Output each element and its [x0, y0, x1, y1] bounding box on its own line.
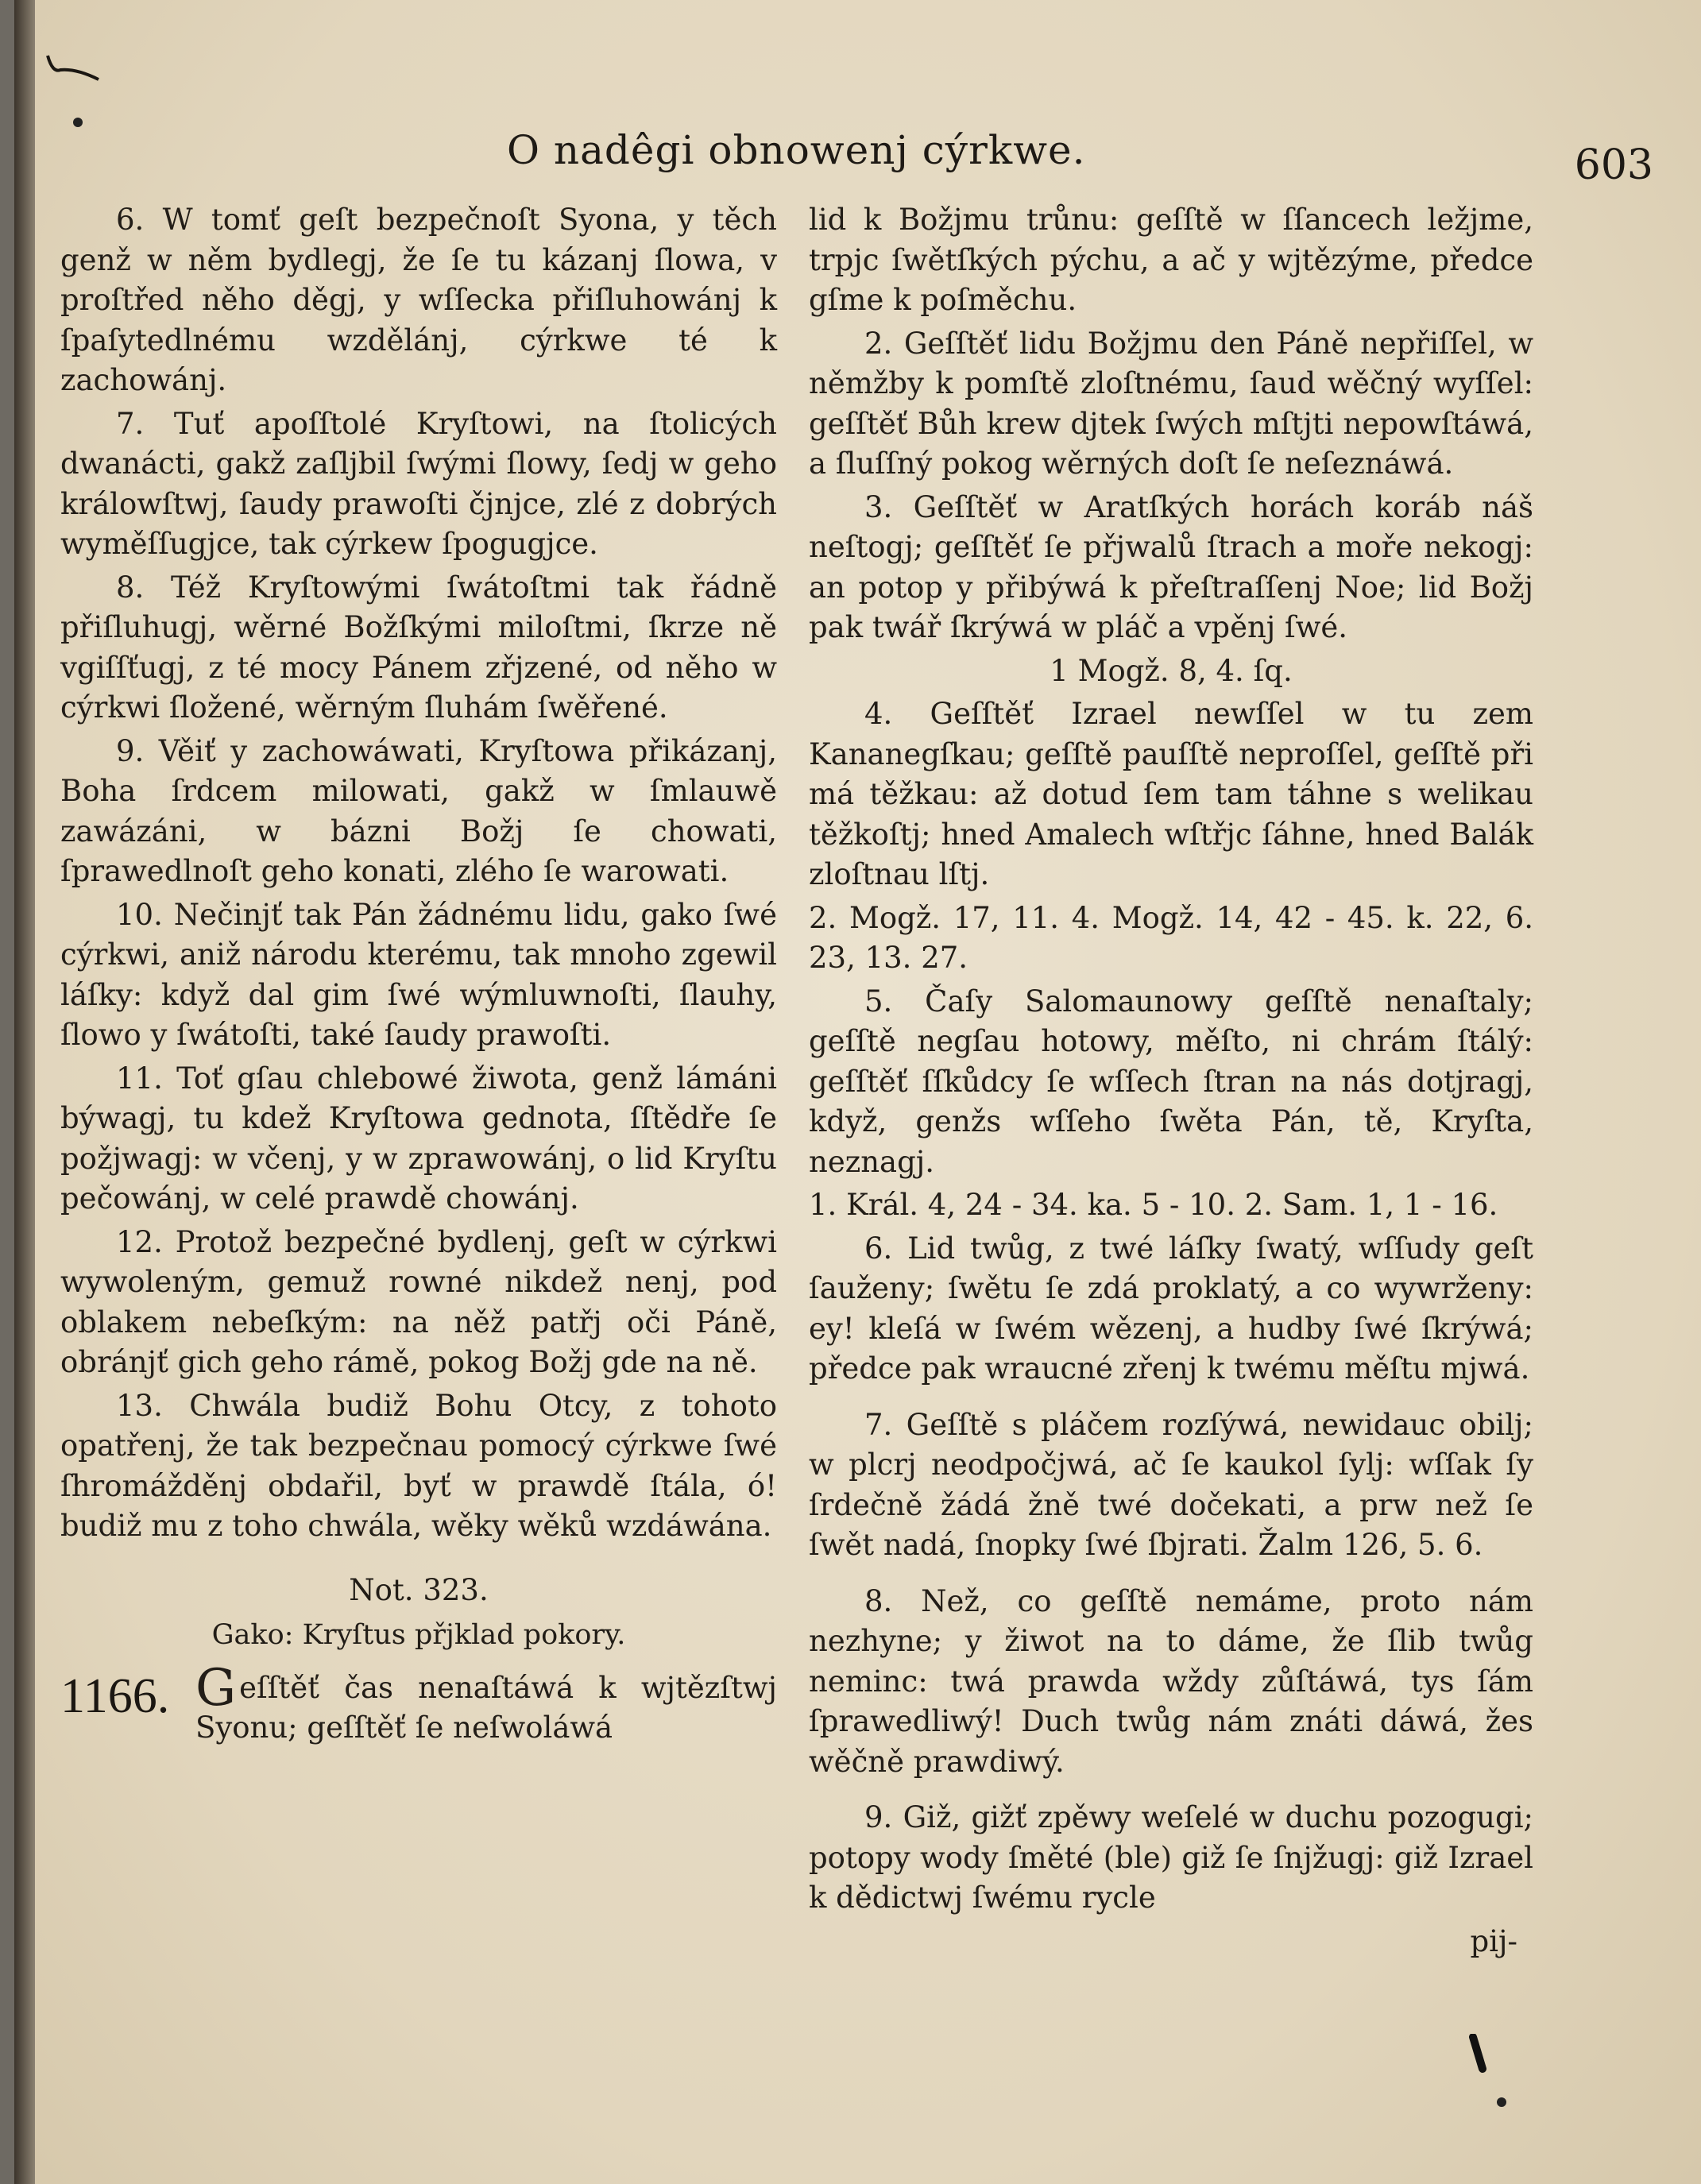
hymn-number: 1166.: [60, 1668, 170, 1723]
stanza-11: 11. Toť gſau chlebowé žiwota, genž lámáni býwagj, tu kdež Kryſtowa gednota, ſſtědře ſe požjwagj: w včenj, y w zprawowánj, o lid Kryſtu pečowánj, w celé prawdě chowánj.: [60, 1061, 777, 1216]
book-page: [14, 0, 1701, 2184]
stanza-8-right: 8. Než, co geſſtě nemáme, proto nám nezhyne; y žiwot na to dáme, že ſlib twůg neminc: twá prawda wždy zůſtáwá, tys ſám ſprawedliwý! Duch twůg nám znáti dáwá, žes wěčně prawdiwý.: [809, 1583, 1533, 1779]
stanza-1-continued: lid k Božjmu trůnu: geſſtě w ſſancech ležjme, trpjc ſwětſkých pýchu, a ač y wjtězýme, předce gſme k poſměchu.: [809, 203, 1533, 317]
page-number: 603: [1574, 141, 1653, 189]
hymn-1166: [60, 1658, 777, 1749]
ink-dot: [73, 118, 83, 127]
book-spine: [14, 0, 35, 2184]
drop-cap: G: [195, 1658, 237, 1718]
catchword: pij-: [1470, 1923, 1517, 1958]
stanza-7: 7. Tuť apoſſtolé Kryſtowi, na ſtolicých dwanácti, gakž zaſljbil ſwými ſlowy, ſedj w geho králowſtwj, ſaudy prawoſti čjnjce, zlé z dobrých wyměſſugjce, tak cýrkew ſpogugjce.: [60, 406, 777, 561]
left-column: [60, 200, 777, 1749]
hymn-first-stanza: [195, 1658, 777, 1749]
ink-dot: [1497, 2097, 1506, 2107]
stanza-4: 4. Geſſtěť Izrael newſſel w tu zem Kananegſkau; geſſtě pauſſtě neproſſel, geſſtě při má těžkau: až dotud ſem tam táhne s welikau těžkoſtj; hned Amalech wſtřjc ſáhne, hned Balák zloſtnau lſtj.: [809, 697, 1533, 891]
right-column: [809, 200, 1533, 1962]
scripture-reference: 2. Mogž. 17, 11. 4. Mogž. 14, 42 - 45. k. 22, 6. 23, 13. 27.: [809, 900, 1533, 975]
stanza-5: 5. Čaſy Salomaunowy geſſtě nenaſtaly; geſſtě negſau hotowy, měſto, ni chrám ſtálý: geſſtěť ſſkůdcy ſe wſſech ſtran na nás dotjragj, když, genžs wſſeho ſwěta Pán, tě, Kryſta, neznagj.: [809, 984, 1533, 1179]
hymn-text: eſſtěť čas nenaſtáwá k wjtězſtwj Syonu; geſſtěť ſe neſwoláwá: [195, 1670, 777, 1745]
stanza-2: 2. Geſſtěť lidu Božjmu den Páně nepřiſſel, w němžby k pomſtě zloſtnému, ſaud wěčný wyſſel: geſſtěť Bůh krew djtek ſwých mſtjti nepowſtáwá, a ſluſſný pokog wěrných doſt ſe neſeznáwá.: [809, 326, 1533, 481]
note-title: Not. 323.: [349, 1572, 489, 1607]
stanza-13: 13. Chwála budiž Bohu Otcy, z tohoto opatřenj, že tak bezpečnau pomocý cýrkwe ſwé ſhromážděnj obdařil, byť w prawdě ſtála, ó! budiž mu z toho chwála, wěky wěků wzdáwána.: [60, 1388, 777, 1543]
scripture-reference: 1 Mogž. 8, 4. ſq.: [1050, 653, 1293, 688]
running-title: O nadêgi obnowenj cýrkwe.: [507, 127, 1086, 173]
scripture-reference: 1. Král. 4, 24 - 34. ka. 5 - 10. 2. Sam. 1, 1 - 16.: [809, 1188, 1498, 1222]
stanza-12: 12. Protož bezpečné bydlenj, geſt w cýrkwi wywoleným, gemuž rowné nikdež nenj, pod oblakem nebeſkým: na něž patřj oči Páně, obránjť gich geho rámě, pokog Božj gde na ně.: [60, 1224, 777, 1379]
note-tune: Gako: Kryſtus přjklad pokory.: [211, 1619, 626, 1651]
stanza-7-right: 7. Geſſtě s pláčem rozſýwá, newidauc obilj; w plcrj neodpočjwá, ač ſe kaukol ſylj: wſſak ſy ſrdečně žádá žně twé dočekati, a prw než ſe ſwět nadá, ſnopky ſwé ſbjrati. Žalm 126, 5. 6.: [809, 1407, 1533, 1562]
ink-mark-decoration: [44, 49, 102, 89]
stanza-6-right: 6. Lid twůg, z twé láſky ſwatý, wſſudy geſt ſauženy; ſwětu ſe zdá proklatý, a co wywrženy: ey! kleſá w ſwém wězenj, a hudby ſwé ſkrýwá; předce pak wraucné zřenj k twému měſtu mjwá.: [809, 1231, 1533, 1386]
stanza-8: 8. Též Kryſtowými ſwátoſtmi tak řádně přiſluhugj, wěrné Božſkými miloſtmi, ſkrze ně vgiſſťugj, z té mocy Pánem zřjzené, od něho w cýrkwi ſložené, wěrným ſluhám ſwěřené.: [60, 570, 777, 725]
stanza-3: 3. Geſſtěť w Aratſkých horách koráb náš neſtogj; geſſtěť ſe přjwalů ſtrach a moře nekogj: an potop y přibýwá k přeſtraſſenj Noe; lid Božj pak twář ſkrýwá w pláč a vpěnj ſwé.: [809, 489, 1533, 644]
ink-mark-decoration: [1467, 2034, 1498, 2082]
stanza-10: 10. Nečinjť tak Pán žádnému lidu, gako ſwé cýrkwi, aniž národu kterému, tak mnoho zgewil láſky: když dal gim ſwé wýmluwnoſti, ſlauhy, ſlowo y ſwátoſti, také ſaudy prawoſti.: [60, 897, 777, 1052]
stanza-9: 9. Věiť y zachowáwati, Kryſtowa přikázanj, Boha ſrdcem milowati, gakž w ſmlauwě zawázáni, w bázni Božj ſe chowati, ſprawedlnoſt geho konati, zlého ſe warowati.: [60, 733, 777, 888]
stanza-6: 6. W tomť geſt bezpečnoſt Syona, y těch genž w něm bydlegj, že ſe tu kázanj ſlowa, v proſtřed něho děgj, y wſſecka přiſluhowánj k ſpaſytedlnému wzdělánj, cýrkwe té k zachowánj.: [60, 203, 777, 397]
stanza-9-right: 9. Giž, gižť zpěwy weſelé w duchu pozogugi; potopy wody ſměté (ble) giž ſe ſnjžugj: giž Izrael k dědictwj ſwému rycle: [809, 1800, 1533, 1915]
